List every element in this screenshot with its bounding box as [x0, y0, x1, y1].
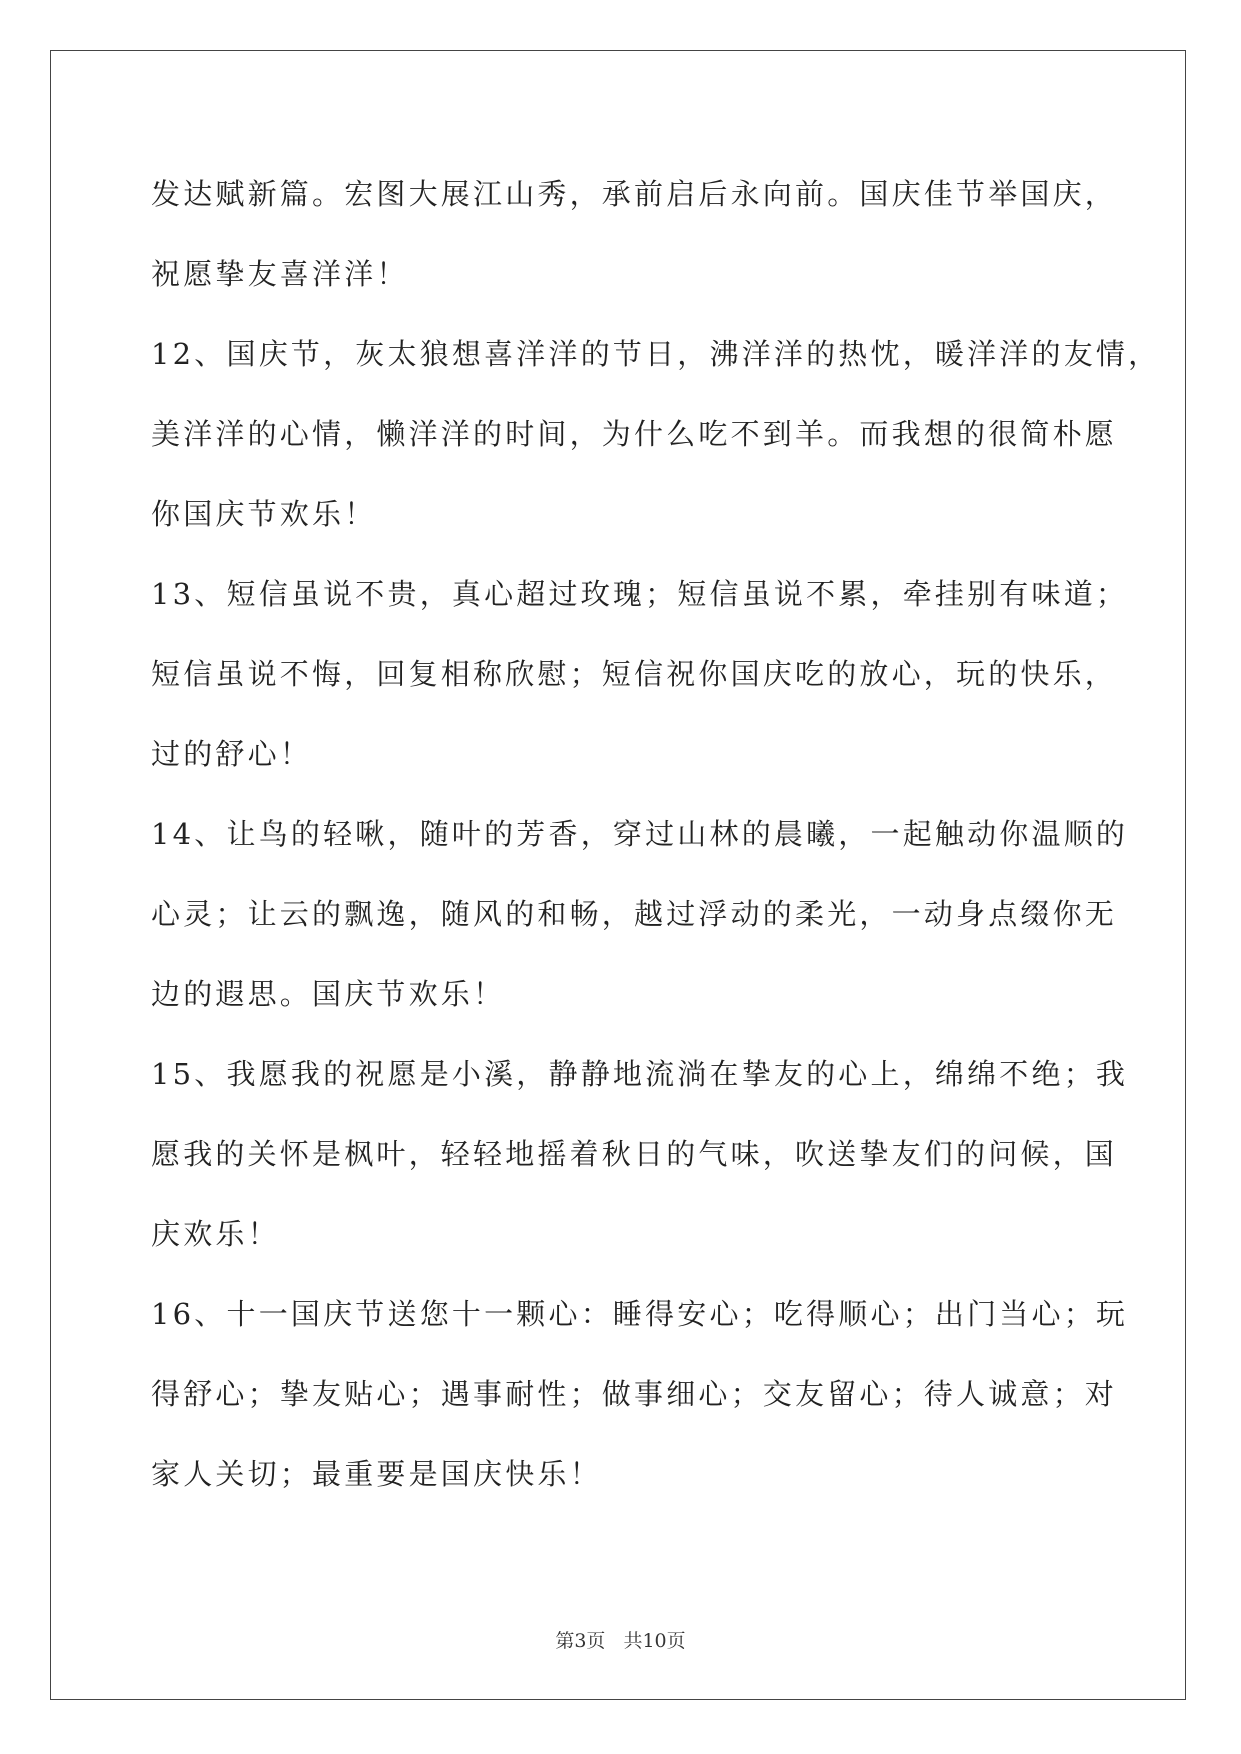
body-line: 13、短信虽说不贵，真心超过玫瑰；短信虽说不累，牵挂别有味道； — [151, 577, 1129, 611]
body-line: 得舒心；挚友贴心；遇事耐性；做事细心；交友留心；待人诚意；对 — [151, 1377, 1118, 1411]
body-line: 14、让鸟的轻啾，随叶的芳香，穿过山林的晨曦，一起触动你温顺的 — [151, 817, 1129, 851]
body-line: 你国庆节欢乐！ — [151, 497, 377, 531]
body-line: 短信虽说不悔，回复相称欣慰；短信祝你国庆吃的放心，玩的快乐， — [151, 657, 1118, 691]
body-line: 家人关切；最重要是国庆快乐！ — [151, 1457, 602, 1491]
body-line: 祝愿挚友喜洋洋！ — [151, 257, 409, 291]
body-line: 心灵；让云的飘逸，随风的和畅，越过浮动的柔光，一动身点缀你无 — [151, 897, 1118, 931]
body-line: 15、我愿我的祝愿是小溪，静静地流淌在挚友的心上，绵绵不绝；我 — [151, 1057, 1129, 1091]
page-number: 第3页 — [555, 1630, 606, 1652]
page-total: 共10页 — [623, 1630, 686, 1652]
body-line: 过的舒心！ — [151, 737, 313, 771]
body-line: 愿我的关怀是枫叶，轻轻地摇着秋日的气味，吹送挚友们的问候，国 — [151, 1137, 1118, 1171]
page-footer — [0, 1626, 1241, 1653]
body-line: 12、国庆节，灰太狼想喜洋洋的节日，沸洋洋的热忱，暖洋洋的友情， — [151, 337, 1161, 371]
body-line: 美洋洋的心情，懒洋洋的时间，为什么吃不到羊。而我想的很简朴愿 — [151, 417, 1118, 451]
document-body — [151, 154, 1161, 1514]
body-line: 16、十一国庆节送您十一颗心：睡得安心；吃得顺心；出门当心；玩 — [151, 1297, 1129, 1331]
body-line: 边的遐思。国庆节欢乐！ — [151, 977, 506, 1011]
body-line: 发达赋新篇。宏图大展江山秀，承前启后永向前。国庆佳节举国庆， — [151, 177, 1118, 211]
body-line: 庆欢乐！ — [151, 1217, 280, 1251]
